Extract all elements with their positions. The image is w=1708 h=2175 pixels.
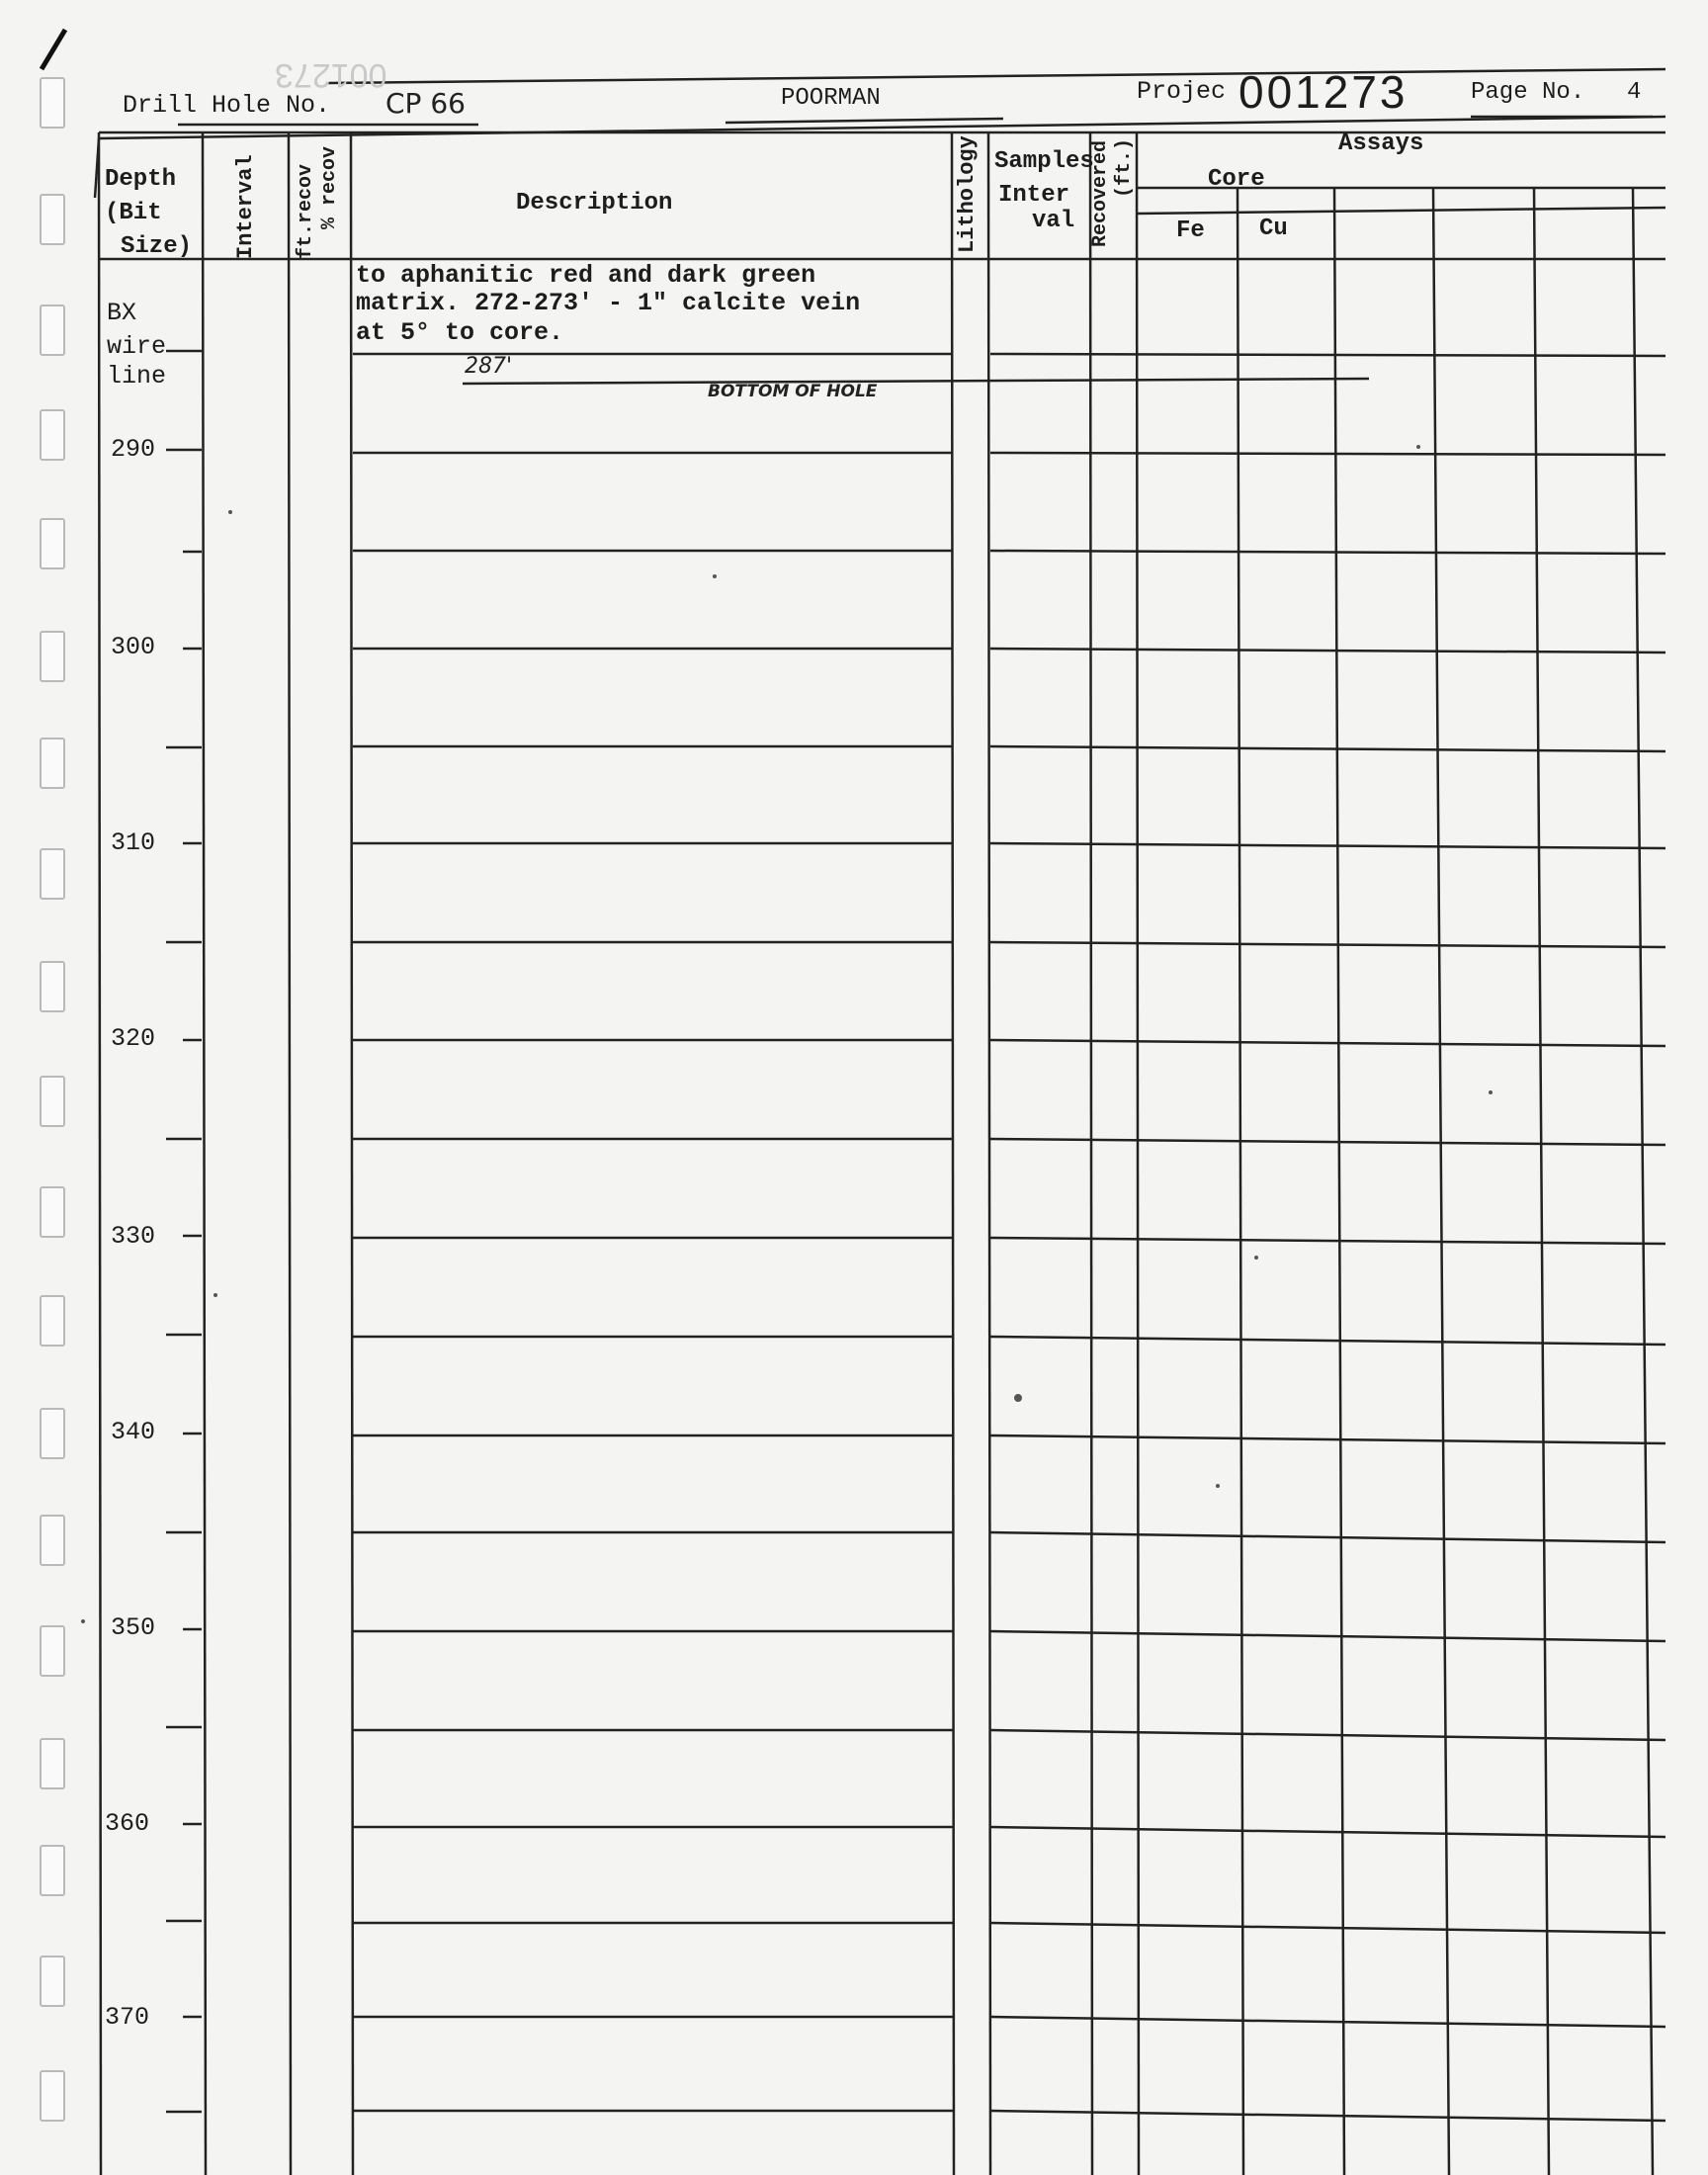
drill-hole-label: Drill Hole No. (123, 91, 331, 120)
bit-size-line: line (107, 362, 167, 391)
depth-header: Size) (121, 233, 193, 260)
bit-size-line: BX (107, 299, 137, 327)
depth-note: 287' (465, 354, 513, 379)
depth-header: Depth (105, 166, 177, 193)
depth-mark: 340 (111, 1418, 156, 1446)
binder-hole (40, 1295, 65, 1347)
binder-hole (40, 1076, 65, 1127)
binder-hole (40, 1186, 65, 1238)
binder-hole (40, 961, 65, 1012)
faint-stamp: 001273 (275, 56, 387, 94)
depth-mark: 370 (105, 2003, 150, 2032)
pen-mark (42, 30, 65, 69)
recovery-header: % recov (318, 145, 341, 229)
depth-mark: 360 (105, 1809, 150, 1838)
depth-header: (Bit (105, 200, 162, 226)
binder-hole (40, 1408, 65, 1459)
binder-hole (40, 1738, 65, 1789)
description-header: Description (516, 190, 673, 217)
binder-hole (40, 1625, 65, 1677)
bit-size-line: wire (107, 332, 167, 361)
bottom-of-hole-note: BOTTOM OF HOLE (708, 382, 878, 401)
lithology-header: Lithology (955, 135, 980, 253)
binder-hole (40, 1845, 65, 1896)
binder-hole (40, 631, 65, 682)
binder-hole (40, 1515, 65, 1566)
binder-hole (40, 409, 65, 461)
fe-header: Fe (1176, 218, 1205, 244)
core-header: Core (1208, 166, 1265, 193)
samples-header: val (1032, 208, 1075, 234)
binder-hole (40, 518, 65, 569)
drill-hole-value: CP 66 (385, 87, 466, 120)
binder-hole (40, 194, 65, 245)
property-name: POORMAN (781, 85, 881, 112)
binder-hole (40, 848, 65, 900)
binder-hole (40, 738, 65, 789)
description-line: matrix. 272-273' - 1" calcite vein (356, 289, 861, 317)
depth-mark: 300 (111, 633, 156, 661)
binder-hole (40, 1956, 65, 2007)
description-line: at 5° to core. (356, 318, 564, 347)
project-label: Projec (1137, 77, 1227, 106)
samples-header: Samples (994, 148, 1094, 175)
recovered-header: Recovered (1089, 139, 1112, 247)
binder-hole (40, 304, 65, 356)
assays-header: Assays (1338, 130, 1424, 157)
page-value: 4 (1627, 79, 1642, 106)
binder-hole (40, 77, 65, 129)
recovery-header: ft.recov (295, 163, 317, 259)
depth-mark: 310 (111, 828, 156, 857)
interval-header: Interval (233, 154, 258, 259)
project-value: 001273 (1238, 66, 1409, 118)
depth-mark: 290 (111, 435, 156, 464)
page-label: Page No. (1471, 79, 1585, 106)
depth-mark: 330 (111, 1222, 156, 1251)
depth-mark: 350 (111, 1613, 156, 1642)
cu-header: Cu (1259, 216, 1288, 242)
description-line: to aphanitic red and dark green (356, 261, 816, 290)
recovered-header: (ft.) (1113, 137, 1136, 198)
depth-mark: 320 (111, 1024, 156, 1053)
binder-hole (40, 2070, 65, 2122)
samples-header: Inter (998, 182, 1070, 209)
